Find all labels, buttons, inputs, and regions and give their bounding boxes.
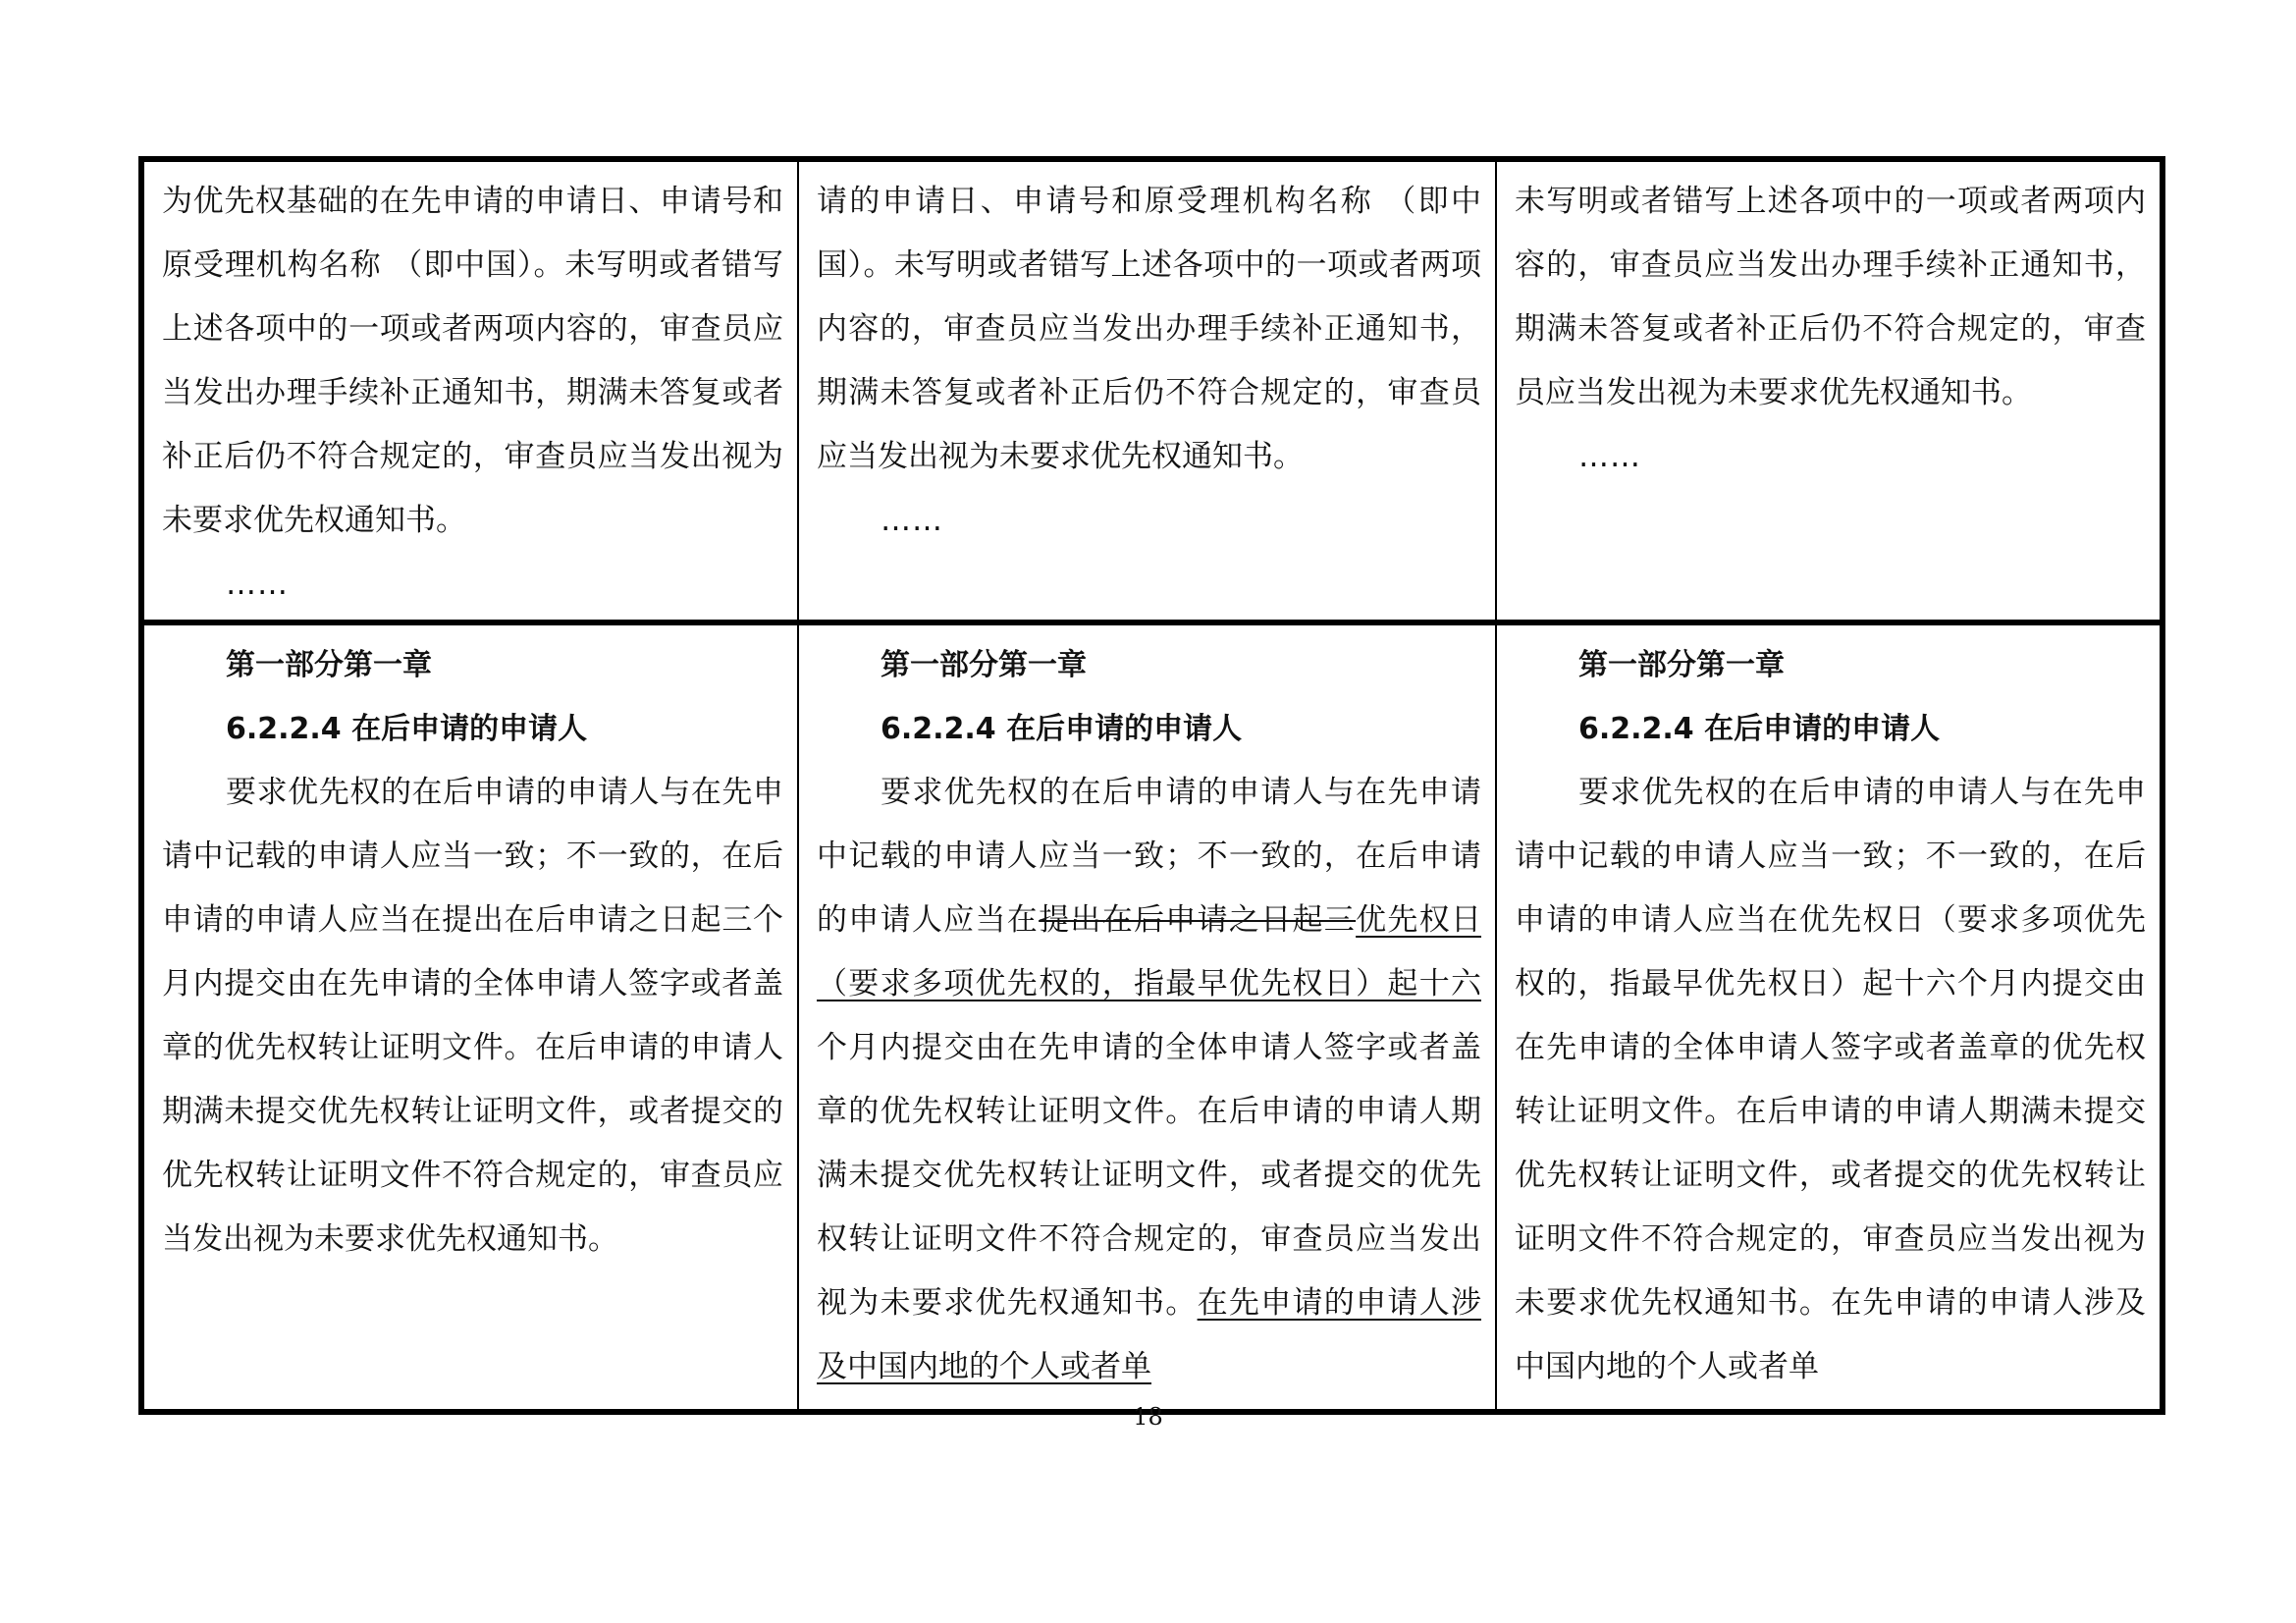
cell-text: 请的申请日、申请号和原受理机构名称 （即中国）。未写明或者错写上述各项中的一项或者两项内容的，审查员应当发出办理手续补正通知书，期满未答复或者补正后仍不符合规定的，审查员应当发出视为未要求优先权通知书。: [817, 184, 1481, 474]
ellipsis: ……: [1578, 439, 1641, 474]
body-text: 个月内提交由在先申请的全体申请人签字或者盖章的优先权转让证明文件。在后申请的申请人期满未提交优先权转让证明文件，或者提交的优先权转让证明文件不符合规定的，审查员应当发出视为未要求优先权通知书。: [817, 1030, 1481, 1321]
table-row: [141, 622, 2163, 1412]
table-row: [141, 159, 2163, 622]
section-heading: 6.2.2.4 在后申请的申请人: [881, 712, 1243, 746]
cell-text: 为优先权基础的在先申请的申请日、申请号和原受理机构名称 （即中国）。未写明或者错写上述各项中的一项或者两项内容的，审查员应当发出办理手续补正通知书，期满未答复或者补正后仍不符合规定的，审查员应当发出视为未要求优先权通知书。: [162, 184, 783, 538]
table-cell-revised: [1496, 159, 2163, 622]
chapter-heading: 第一部分第一章: [1578, 648, 1785, 682]
chapter-heading: 第一部分第一章: [226, 648, 432, 682]
ellipsis: ……: [881, 503, 943, 538]
ellipsis: ……: [226, 567, 289, 602]
section-body: 要求优先权的在后申请的申请人与在先申请中记载的申请人应当一致；不一致的，在后申请的申请人应当在提出在后申请之日起三个月内提交由在先申请的全体申请人签字或者盖章的优先权转让证明文件。在后申请的申请人期满未提交优先权转让证明文件，或者提交的优先权转让证明文件不符合规定的，审查员应当发出视为未要求优先权通知书。: [162, 775, 783, 1257]
table-cell-revised: [1496, 622, 2163, 1412]
chapter-heading: 第一部分第一章: [881, 648, 1087, 682]
section-heading: 6.2.2.4 在后申请的申请人: [1578, 712, 1941, 746]
inserted-text: 优先权日（要求多项优先权的，指最早优先权日）起十六: [817, 902, 1482, 1001]
inserted-text: 在先申请的申请人涉及中国内地的个人或者单: [817, 1285, 1482, 1384]
table-cell-original: [141, 159, 798, 622]
table-cell-revision: [798, 622, 1496, 1412]
deleted-text: 提出在后申请之日起三: [1039, 902, 1357, 938]
page-number: 18: [1133, 1403, 1163, 1431]
table-cell-original: [141, 622, 798, 1412]
section-body: 要求优先权的在后申请的申请人与在先申请中记载的申请人应当一致；不一致的，在后申请的申请人应当在优先权日（要求多项优先权的，指最早优先权日）起十六个月内提交由在先申请的全体申请人签字或者盖章的优先权转让证明文件。在后申请的申请人期满未提交优先权转让证明文件，或者提交的优先权转让证明文件不符合规定的，审查员应当发出视为未要求优先权通知书。在先申请的申请人涉及中国内地的个人或者单: [1515, 775, 2146, 1384]
section-heading: 6.2.2.4 在后申请的申请人: [226, 712, 588, 746]
body-text: 要求优先权的在后申请的申请人与在先申请中记载的申请人应当一致；不一致的，在后申请的申请人应当在: [817, 775, 1481, 938]
table-cell-revision: [798, 159, 1496, 622]
cell-text: 未写明或者错写上述各项中的一项或者两项内容的，审查员应当发出办理手续补正通知书，期满未答复或者补正后仍不符合规定的，审查员应当发出视为未要求优先权通知书。: [1515, 184, 2146, 410]
comparison-table: [138, 156, 2165, 1415]
section-body: [817, 761, 1481, 1399]
